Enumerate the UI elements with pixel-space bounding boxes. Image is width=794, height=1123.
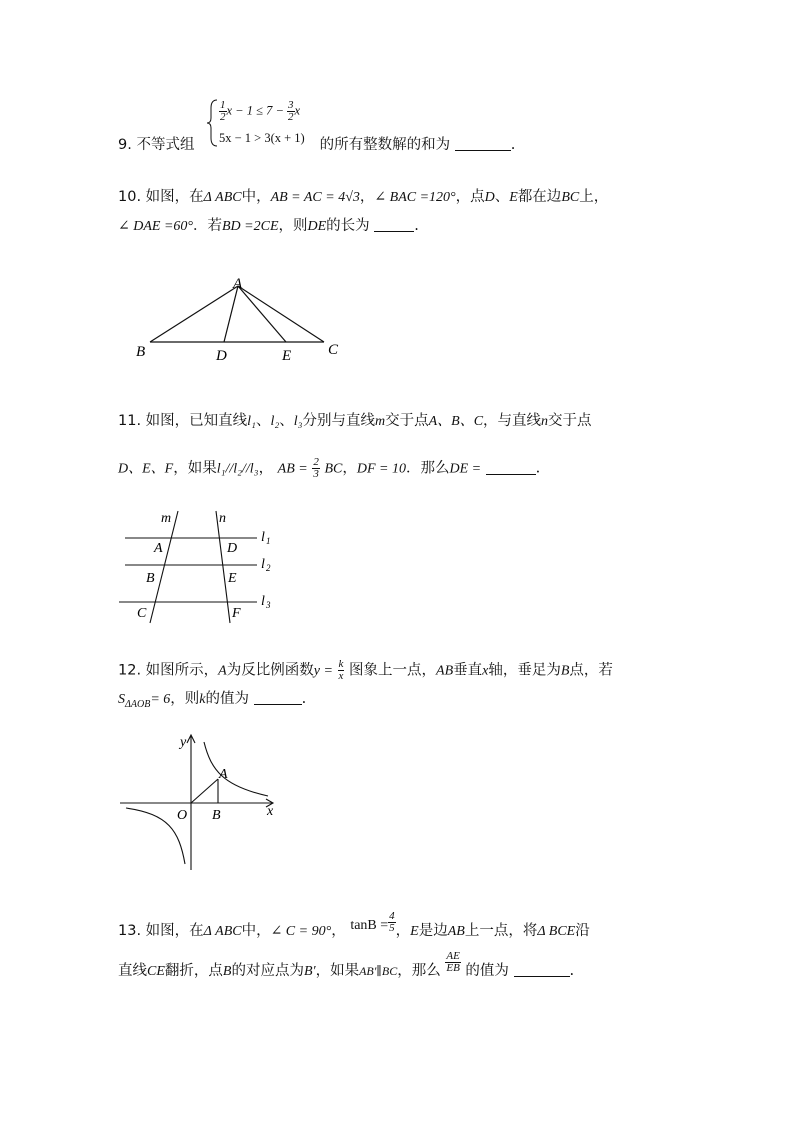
label-D: D: [216, 348, 227, 364]
segment-AC: [238, 286, 324, 342]
svg-text:2: 2: [266, 563, 271, 573]
label-x: x: [267, 804, 274, 819]
label-A: A: [154, 541, 163, 556]
answer-blank-11[interactable]: [486, 460, 536, 475]
label-n: n: [219, 511, 226, 526]
label-D: D: [227, 541, 238, 556]
worksheet-page: $\frac{1}{2}$ x − 1 ≤ 7 − $\frac{3}{2}$ x 5x − 1 > 3(x + 1) 9. 不等式组 的所有整数解的和为 . 10. 如图，在Δ ABC中，AB = AC = 4√3，∠ BAC =120°，点D、E都在边BC上， ∠ DAE =60°．若BD =2CE，则DE的长为 . A B C D E 11. 如图，已知直线l₁、l₂、l₃分别与直线m交于点A、B、C，与直线n交于点 D、E、F，如果l₁//l₂//l₃， AB = $\frac{2}{3}$ BC，DF = 10．那么DE = . m n A B C D E F l 1 l 2 l 3 12. 如图所示，A为反比例函数y = $\frac{k}{x}$ 图象上一点，AB垂直x轴，垂足为B点，若 $S_{\Delta AOB}= 6$，则k的值为 . y x O A B 13. 如图，在Δ ABC中，∠ C = 90°， tanB = $\frac{4}{5}$ ，E是边AB上一点，将Δ BCE沿 直线CE翻折，点B的对应点为B′，如果AB′∥BC，那么 $\frac{AE}{EB}$ 的值为 .: [0, 0, 794, 1123]
answer-blank-13[interactable]: [514, 962, 570, 977]
segment-AB: [150, 286, 238, 342]
parallel-lines-diagram: [115, 505, 285, 630]
label-m: m: [161, 511, 172, 526]
svg-text:1: 1: [266, 536, 271, 546]
label-C: C: [137, 606, 147, 621]
label-l2: l: [261, 557, 265, 572]
answer-blank-9[interactable]: [455, 136, 511, 151]
q9-suffix: 的所有整数解的和为: [319, 137, 451, 153]
answer-blank-12[interactable]: [254, 690, 302, 705]
segment-AE: [238, 286, 286, 342]
label-B: B: [136, 344, 146, 360]
label-l3: l: [261, 594, 265, 609]
fraction-three-halves: $\frac{3}{2}$: [288, 99, 294, 123]
fraction-AE-over-EB: $\frac{AE}{EB}$: [446, 950, 460, 974]
hyperbola-branch-1: [204, 742, 268, 796]
segment-AD: [224, 286, 238, 342]
hyperbola-graph: [118, 730, 288, 875]
q10-equation: AB = AC = 4√3: [270, 190, 360, 205]
inequality-2: 5x − 1 > 3(x + 1): [219, 131, 305, 145]
fraction-half: $\frac{1}{2}$: [220, 99, 226, 123]
answer-blank-10[interactable]: [374, 217, 414, 232]
q9-prefix: 不等式组: [136, 137, 195, 153]
label-y: y: [180, 735, 187, 750]
label-F: F: [232, 606, 241, 621]
segment-OA: [191, 779, 218, 803]
label-B: B: [146, 571, 155, 586]
fraction-four-fifths: $\frac{4}{5}$: [389, 910, 395, 934]
label-A: A: [219, 767, 228, 782]
label-C: C: [328, 342, 339, 358]
label-O: O: [177, 808, 188, 823]
label-E: E: [282, 348, 292, 364]
q9-number: 9.: [118, 137, 132, 153]
fraction-k-over-x: $\frac{k}{x}$: [338, 658, 344, 682]
label-E: E: [228, 571, 237, 586]
svg-text:3: 3: [266, 600, 271, 610]
inequality-1: $\frac{1}{2}$ x − 1 ≤ 7 − $\frac{3}{2}$ x: [220, 99, 301, 123]
fraction-two-thirds: $\frac{2}{3}$: [313, 456, 319, 480]
line-n: [216, 511, 230, 623]
label-A: A: [233, 276, 243, 292]
label-l1: l: [261, 530, 265, 545]
line-m: [150, 511, 178, 623]
triangle-diagram: [128, 272, 358, 367]
label-B: B: [212, 808, 221, 823]
